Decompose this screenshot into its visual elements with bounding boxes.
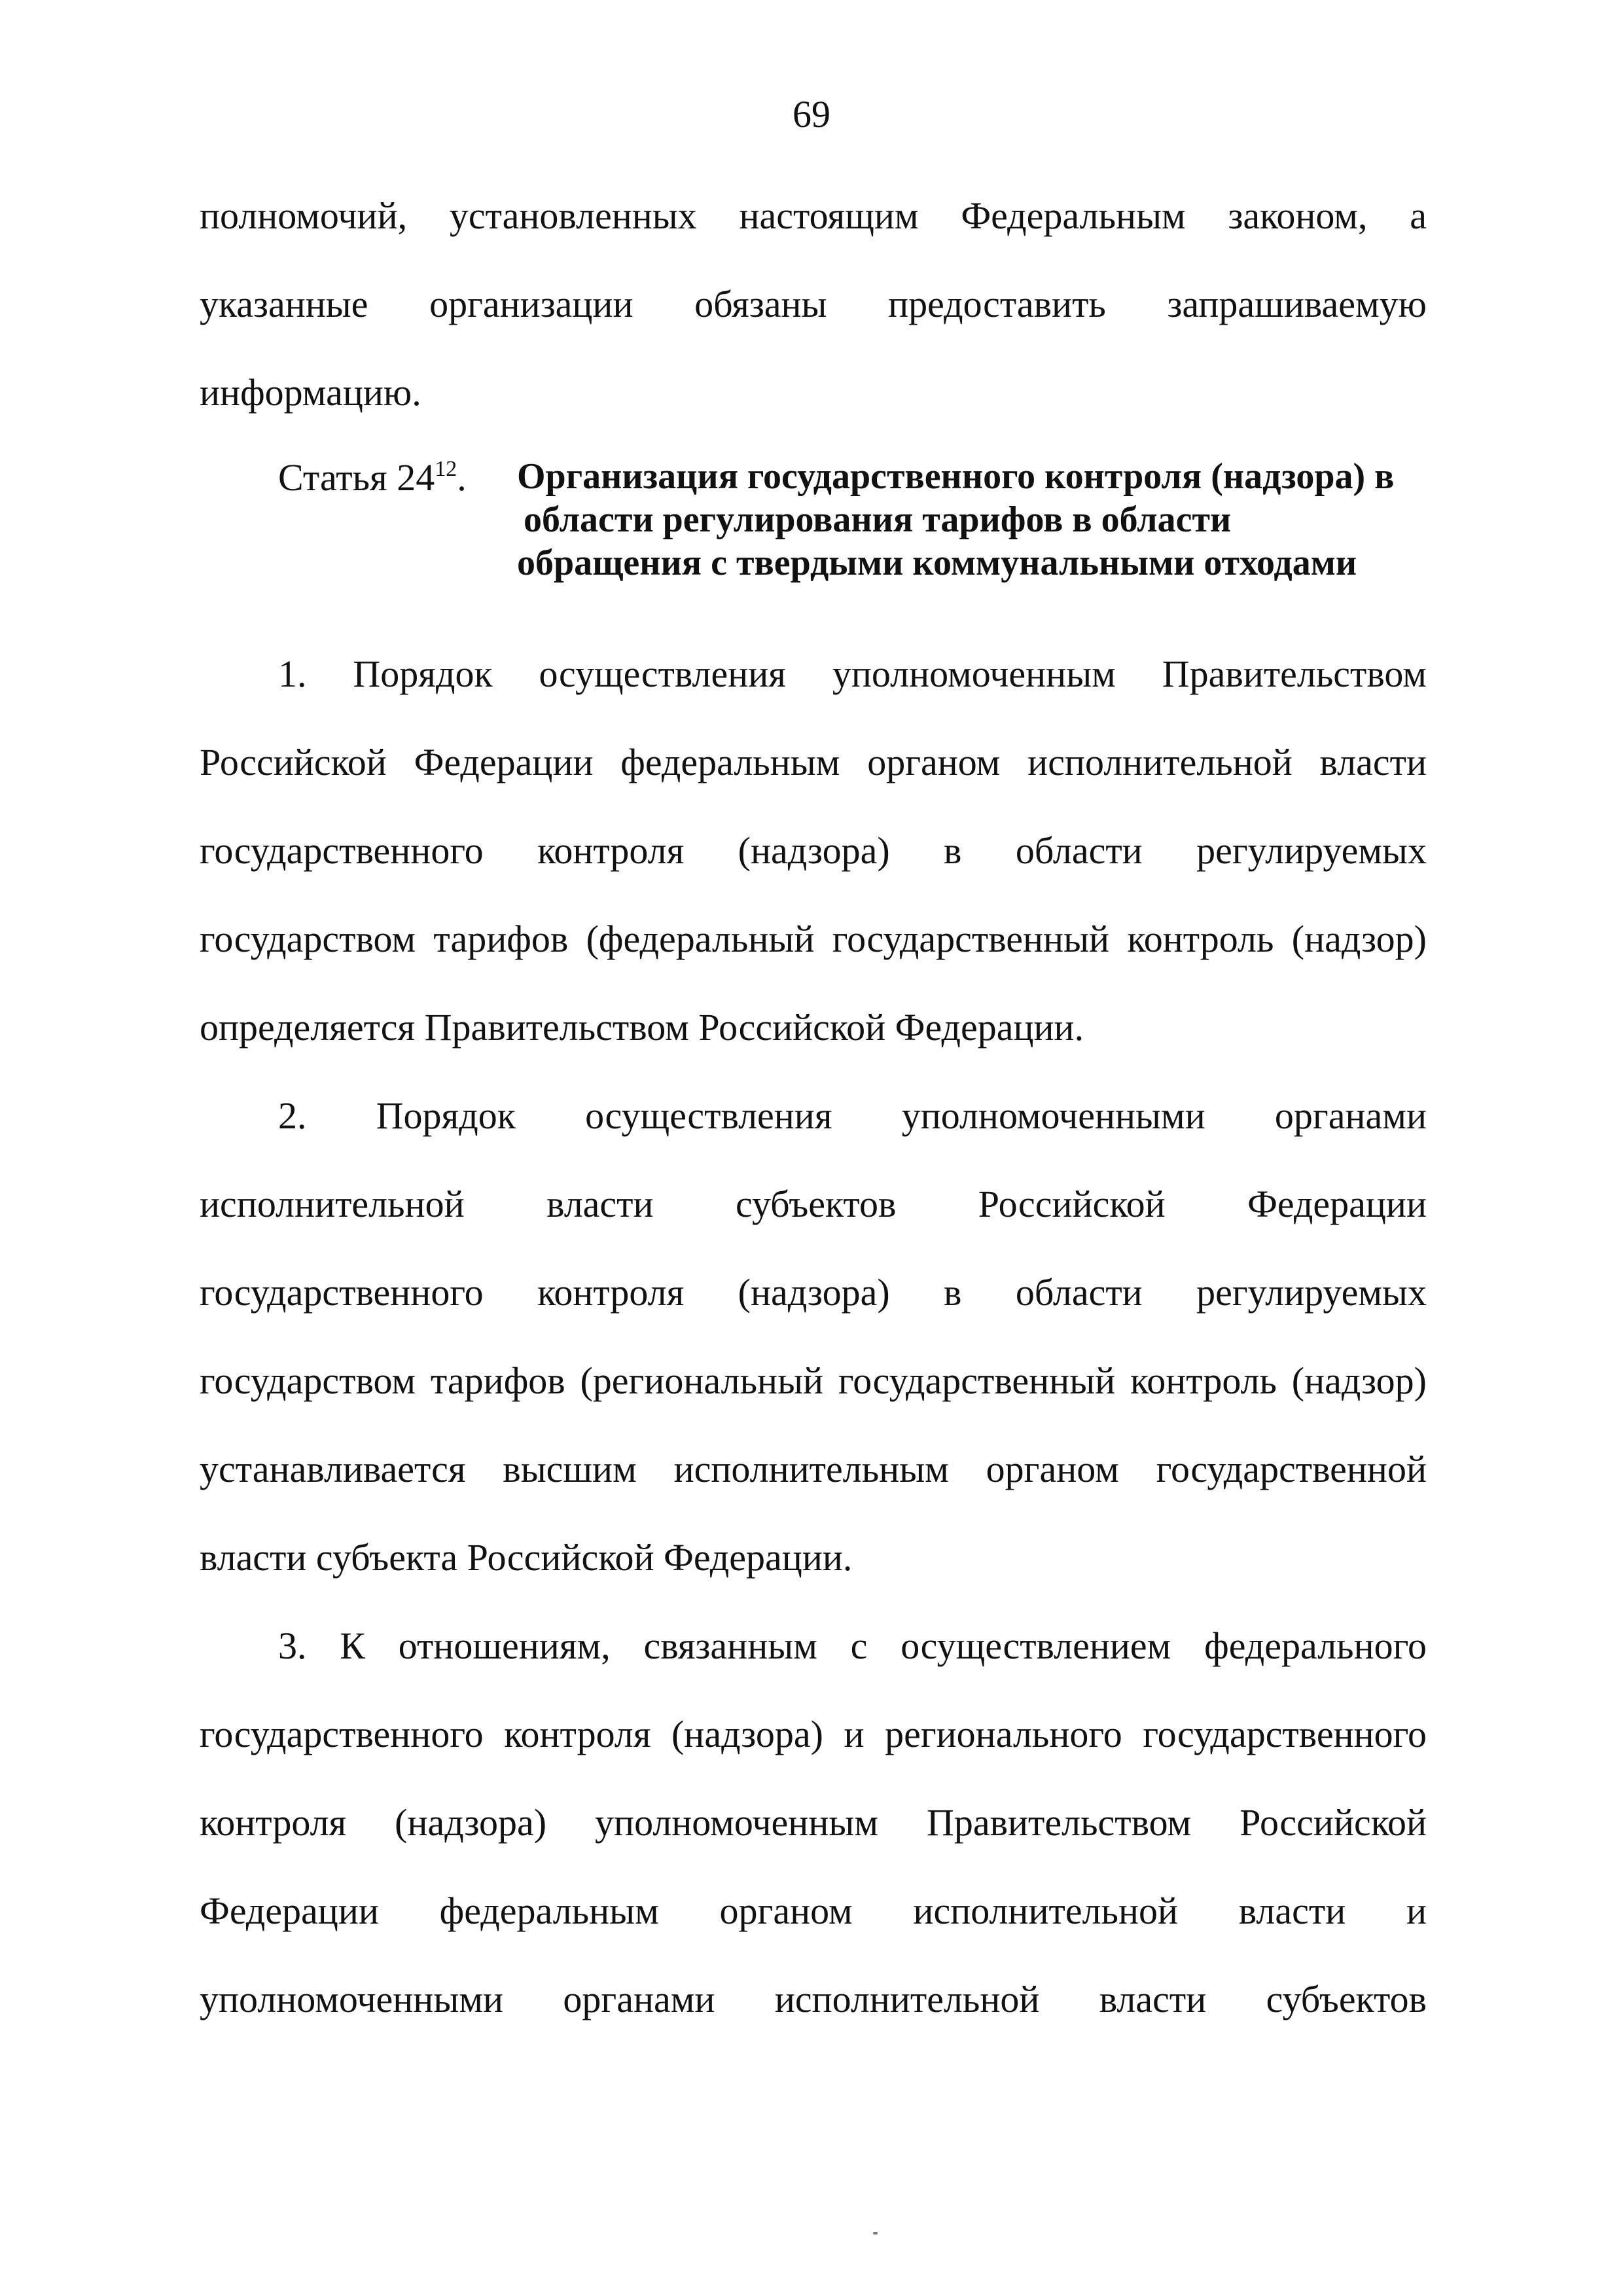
article-title-line-2: области регулирования тарифов в области (524, 499, 1232, 540)
paragraph-1-line-3: государственного контроля (надзора) в области регулируемых (200, 829, 1427, 872)
paragraph-3-line-4: Федерации федеральным органом исполнительной власти и (200, 1890, 1427, 1932)
paragraph-2-line-1: 2. Порядок осуществления уполномоченными органами (278, 1094, 1427, 1137)
paragraph-2-line-2: исполнительной власти субъектов Российской Федерации (200, 1183, 1427, 1225)
intro-line-3: информацию. (200, 371, 421, 414)
intro-line-1: полномочий, установленных настоящим Федеральным законом, а (200, 194, 1427, 237)
article-superscript: 12 (435, 456, 457, 481)
paragraph-3-line-3: контроля (надзора) уполномоченным Правительством Российской (200, 1801, 1427, 1844)
paragraph-2-line-4: государством тарифов (региональный государственный контроль (надзор) (200, 1359, 1427, 1402)
paragraph-2-line-3: государственного контроля (надзора) в области регулируемых (200, 1271, 1427, 1314)
scan-speck (873, 2232, 878, 2234)
page-number: 69 (793, 93, 830, 135)
paragraph-1-line-2: Российской Федерации федеральным органом исполнительной власти (200, 741, 1427, 783)
intro-line-2: указанные организации обязаны предоставить запрашиваемую (200, 283, 1427, 325)
article-label-text: Статья 24 (278, 456, 435, 499)
article-label (278, 455, 514, 501)
article-title-line-1: Организация государственного контроля (надзора) в (517, 456, 1395, 497)
paragraph-2-line-5: устанавливается высшим исполнительным органом государственной (200, 1448, 1427, 1490)
paragraph-1-line-5: определяется Правительством Российской Федерации. (200, 1006, 1084, 1049)
paragraph-3-line-1: 3. К отношениям, связанным с осуществлением федерального (278, 1624, 1427, 1667)
article-title (517, 455, 1440, 584)
paragraph-1-line-1: 1. Порядок осуществления уполномоченным Правительством (278, 653, 1427, 695)
paragraph-2-line-6: власти субъекта Российской Федерации. (200, 1536, 853, 1579)
article-label-suffix: . (457, 456, 467, 499)
article-heading (278, 455, 1440, 612)
paragraph-3-line-2: государственного контроля (надзора) и регионального государственного (200, 1713, 1427, 1755)
article-title-line-3: обращения с твердыми коммунальными отходами (517, 543, 1357, 583)
paragraph-3-line-5: уполномоченными органами исполнительной власти субъектов (200, 1978, 1427, 2020)
paragraph-1-line-4: государством тарифов (федеральный государственный контроль (надзор) (200, 918, 1427, 960)
